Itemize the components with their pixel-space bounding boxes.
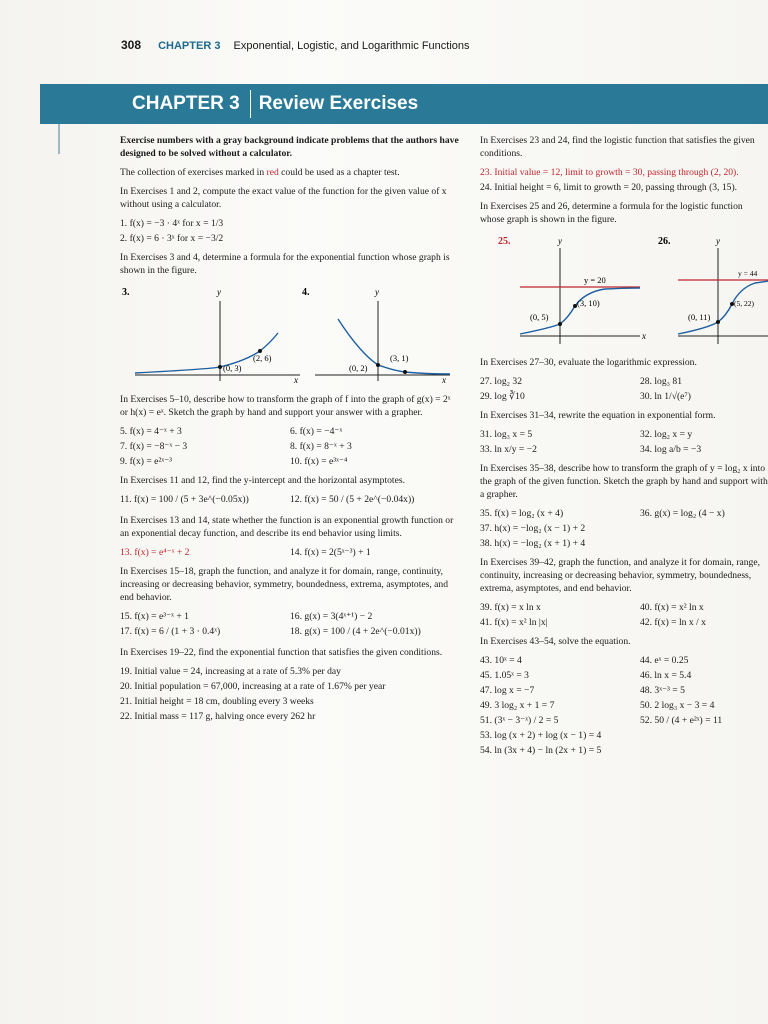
ex31-34-instructions: In Exercises 31–34, rewrite the equation in exponential form. (480, 410, 716, 421)
exercise-row-11-12 (120, 493, 460, 506)
exercise-32: 32. log₂ x = y (640, 429, 693, 440)
exercise-row-35-36 (480, 507, 768, 520)
exercise-row-39-40 (480, 601, 768, 614)
exercise-10: 10. f(x) = e³ˣ⁻⁴ (290, 456, 348, 467)
exercise-23: 23. Initial value = 12, limit to growth = 30, passing through (2, 20). (480, 167, 739, 178)
exercise-37: 37. h(x) = −log₂ (x − 1) + 2 (480, 523, 586, 534)
graph-25-asymptote-label: y = 20 (584, 275, 606, 285)
exercise-12: 12. f(x) = 50 / (5 + 2e^(−0.04x)) (290, 494, 415, 505)
exercise-7: 7. f(x) = −8⁻ˣ − 3 (120, 441, 188, 452)
exercise-48: 48. 3ˣ⁻³ = 5 (640, 685, 685, 696)
exercise-44: 44. eˣ = 0.25 (640, 655, 689, 666)
ex13-14-instructions: In Exercises 13 and 14, state whether the function is an exponential growth function or an exponential decay function, and describe its end behavior using limits. (120, 515, 454, 539)
exercise-51: 51. (3ˣ − 3⁻ˣ) / 2 = 5 (480, 715, 559, 726)
graph-25-y-label: y (558, 236, 562, 246)
graph-25-point-b-label: (3, 10) (577, 298, 600, 308)
exercise-row-7-8 (120, 440, 460, 453)
graph-3-point-a (218, 365, 222, 369)
exercise-31: 31. log₃ x = 5 (480, 429, 533, 440)
exercise-30: 30. ln 1/√(e⁷) (640, 391, 691, 402)
exercise-52: 52. 50 / (4 + e²ˣ) = 11 (640, 715, 723, 726)
exercise-54: 54. ln (3x + 4) − ln (2x + 1) = 5 (480, 745, 602, 756)
intro-bold: Exercise numbers with a gray background indicate problems that the authors have designed to be solved without a calculator. (120, 135, 459, 159)
exercise-row-13-14 (120, 546, 460, 559)
running-head-title: Exponential, Logistic, and Logarithmic Functions (233, 40, 470, 52)
exercise-row-27-28 (480, 375, 768, 388)
exercise-row-29-30 (480, 390, 768, 403)
graph-26-point-b-label: (5, 22) (734, 299, 754, 308)
ex27-30-instructions: In Exercises 27–30, evaluate the logarithmic expression. (480, 357, 697, 368)
graph-26-label: 26. (658, 236, 671, 247)
exercise-22: 22. Initial mass = 117 g, halving once every 262 hr (120, 711, 316, 722)
ex5-10-instructions: In Exercises 5–10, describe how to transform the graph of f into the graph of g(x) = 2ˣ or h(x) = eˣ. Sketch the graph by hand and support your answer with a grapher. (120, 394, 451, 418)
graph-4 (302, 287, 450, 383)
exercise-16: 16. g(x) = 3(4ˣ⁺¹) − 2 (290, 611, 373, 622)
exercise-40: 40. f(x) = x² ln x (640, 602, 704, 613)
graph-25-point-a (558, 322, 562, 326)
ex43-54-instructions: In Exercises 43–54, solve the equation. (480, 636, 631, 647)
ex15-18-instructions: In Exercises 15–18, graph the function, and analyze it for domain, range, continuity, increasing or decreasing behavior, symmetry, boundedness, extrema, asymptotes, and end behavior. (120, 566, 449, 603)
intro-red: The collection of exercises marked in red could be used as a chapter test. (120, 167, 400, 178)
graph-4-point-a-label: (0, 2) (349, 363, 368, 373)
graph-4-point-b (403, 370, 407, 374)
graph-4-x-label: x (442, 375, 446, 383)
graph-26-curve (678, 281, 768, 334)
exercise-39: 39. f(x) = x ln x (480, 602, 541, 613)
exponential-graphs (120, 283, 460, 383)
page-number: 308 (121, 38, 142, 52)
exercise-row-9-10 (120, 455, 460, 468)
exercise-2: 2. f(x) = 6 · 3ˣ for x = −3/2 (120, 233, 224, 244)
graph-25 (498, 236, 646, 344)
exercise-row-33-34 (480, 443, 768, 456)
ex35-38-instructions: In Exercises 35–38, describe how to transform the graph of y = log₂ x into the graph of the given function. Sketch the graph by hand and support with a grapher. (480, 463, 768, 500)
exercise-row-17-18 (120, 625, 460, 638)
exercise-6: 6. f(x) = −4⁻ˣ (290, 426, 343, 437)
ex1-2-instructions: In Exercises 1 and 2, compute the exact value of the function for the given value of x without using a calculator. (120, 186, 447, 210)
exercise-1: 1. f(x) = −3 · 4ˣ for x = 1/3 (120, 218, 224, 229)
exercise-row-31-32 (480, 428, 768, 441)
exercise-17: 17. f(x) = 6 / (1 + 3 · 0.4ˣ) (120, 626, 221, 637)
exercise-43: 43. 10ˣ = 4 (480, 655, 522, 666)
exercise-21: 21. Initial height = 18 cm, doubling every 3 weeks (120, 696, 314, 707)
exercise-5: 5. f(x) = 4⁻ˣ + 3 (120, 426, 182, 437)
graph-3 (122, 287, 300, 383)
exercise-9: 9. f(x) = e²ˣ⁻³ (120, 456, 173, 467)
graphs-3-4 (120, 283, 460, 383)
exercise-29: 29. log ∛10 (480, 391, 525, 402)
exercise-50: 50. 2 log₃ x − 3 = 4 (640, 700, 715, 711)
exercise-35: 35. f(x) = log₂ (x + 4) (480, 508, 564, 519)
right-column (480, 134, 768, 759)
exercise-18: 18. g(x) = 100 / (4 + 2e^(−0.01x)) (290, 626, 421, 637)
exercise-11: 11. f(x) = 100 / (5 + 3e^(−0.05x)) (120, 494, 249, 505)
graph-4-point-b-label: (3, 1) (390, 353, 409, 363)
exercise-24: 24. Initial height = 6, limit to growth = 20, passing through (3, 15). (480, 182, 738, 193)
graph-4-point-a (376, 363, 380, 367)
left-column (120, 134, 460, 725)
graph-4-y-label: y (375, 287, 379, 297)
ex3-4-instructions: In Exercises 3 and 4, determine a formula for the exponential function whose graph is shown in the figure. (120, 252, 450, 276)
exercise-row-51-52 (480, 714, 768, 727)
graph-3-point-a-label: (0, 3) (223, 363, 242, 373)
exercise-13: 13. f(x) = e⁴⁻ˣ + 2 (120, 547, 190, 558)
exercise-row-15-16 (120, 610, 460, 623)
graph-25-label: 25. (498, 236, 511, 247)
exercise-33: 33. ln x/y = −2 (480, 444, 537, 455)
graph-26 (658, 236, 768, 344)
exercise-row-45-46 (480, 669, 768, 682)
graph-26-asymptote-label: y = 44 (738, 269, 758, 278)
exercise-36: 36. g(x) = log₂ (4 − x) (640, 508, 725, 519)
graph-4-label: 4. (302, 287, 310, 298)
exercise-38: 38. h(x) = −log₂ (x + 1) + 4 (480, 538, 586, 549)
ex39-42-instructions: In Exercises 39–42, graph the function, and analyze it for domain, range, continuity, increasing or decreasing behavior, symmetry, boundedness, extrema, asymptotes, and end behavior. (480, 557, 760, 594)
ex19-22-instructions: In Exercises 19–22, find the exponential function that satisfies the given conditions. (120, 647, 443, 658)
ex25-26-instructions: In Exercises 25 and 26, determine a formula for the logistic function whose graph is shown in the figure. (480, 201, 743, 225)
running-head (121, 38, 470, 52)
exercise-row-41-42 (480, 616, 768, 629)
exercise-34: 34. log a/b = −3 (640, 444, 702, 455)
graphs-25-26 (480, 232, 768, 348)
exercise-45: 45. 1.05ˣ = 3 (480, 670, 529, 681)
exercise-row-49-50 (480, 699, 768, 712)
exercise-row-47-48 (480, 684, 768, 697)
exercise-row-43-44 (480, 654, 768, 667)
exercise-8: 8. f(x) = 8⁻ˣ + 3 (290, 441, 352, 452)
banner-title (122, 84, 428, 124)
graph-26-y-label: y (716, 236, 720, 246)
exercise-42: 42. f(x) = ln x / x (640, 617, 706, 628)
graph-26-point-a-label: (0, 11) (688, 312, 711, 322)
ex11-12-instructions: In Exercises 11 and 12, find the y-intercept and the horizontal asymptotes. (120, 475, 405, 486)
ex23-24-instructions: In Exercises 23 and 24, find the logistic function that satisfies the given conditions. (480, 135, 755, 159)
exercise-15: 15. f(x) = e³⁻ˣ + 1 (120, 611, 189, 622)
exercise-row-5-6 (120, 425, 460, 438)
exercise-14: 14. f(x) = 2(5ˣ⁻³) + 1 (290, 547, 371, 558)
exercise-47: 47. log x = −7 (480, 685, 535, 696)
exercise-49: 49. 3 log₂ x + 1 = 7 (480, 700, 555, 711)
graph-26-point-a (716, 320, 720, 324)
graph-25-point-a-label: (0, 5) (530, 312, 549, 322)
graph-3-point-b-label: (2, 6) (253, 353, 272, 363)
exercise-20: 20. Initial population = 67,000, increasing at a rate of 1.67% per year (120, 681, 386, 692)
chapter-banner (40, 84, 768, 124)
exercise-19: 19. Initial value = 24, increasing at a rate of 5.3% per day (120, 666, 341, 677)
logistic-graphs (480, 232, 768, 348)
graph-3-label: 3. (122, 287, 130, 298)
exercise-53: 53. log (x + 2) + log (x − 1) = 4 (480, 730, 602, 741)
exercise-27: 27. log₂ 32 (480, 376, 522, 387)
graph-3-x-label: x (294, 375, 298, 383)
running-head-chapter: CHAPTER 3 (158, 40, 221, 52)
exercise-28: 28. log₃ 81 (640, 376, 682, 387)
graph-25-x-label: x (642, 331, 646, 341)
banner-chapter: CHAPTER 3 (132, 93, 240, 114)
exercise-46: 46. ln x = 5.4 (640, 670, 692, 681)
exercise-41: 41. f(x) = x² ln |x| (480, 617, 548, 628)
banner-heading: Review Exercises (258, 93, 419, 114)
graph-3-y-label: y (217, 287, 221, 297)
graph-25-curve (520, 288, 640, 334)
